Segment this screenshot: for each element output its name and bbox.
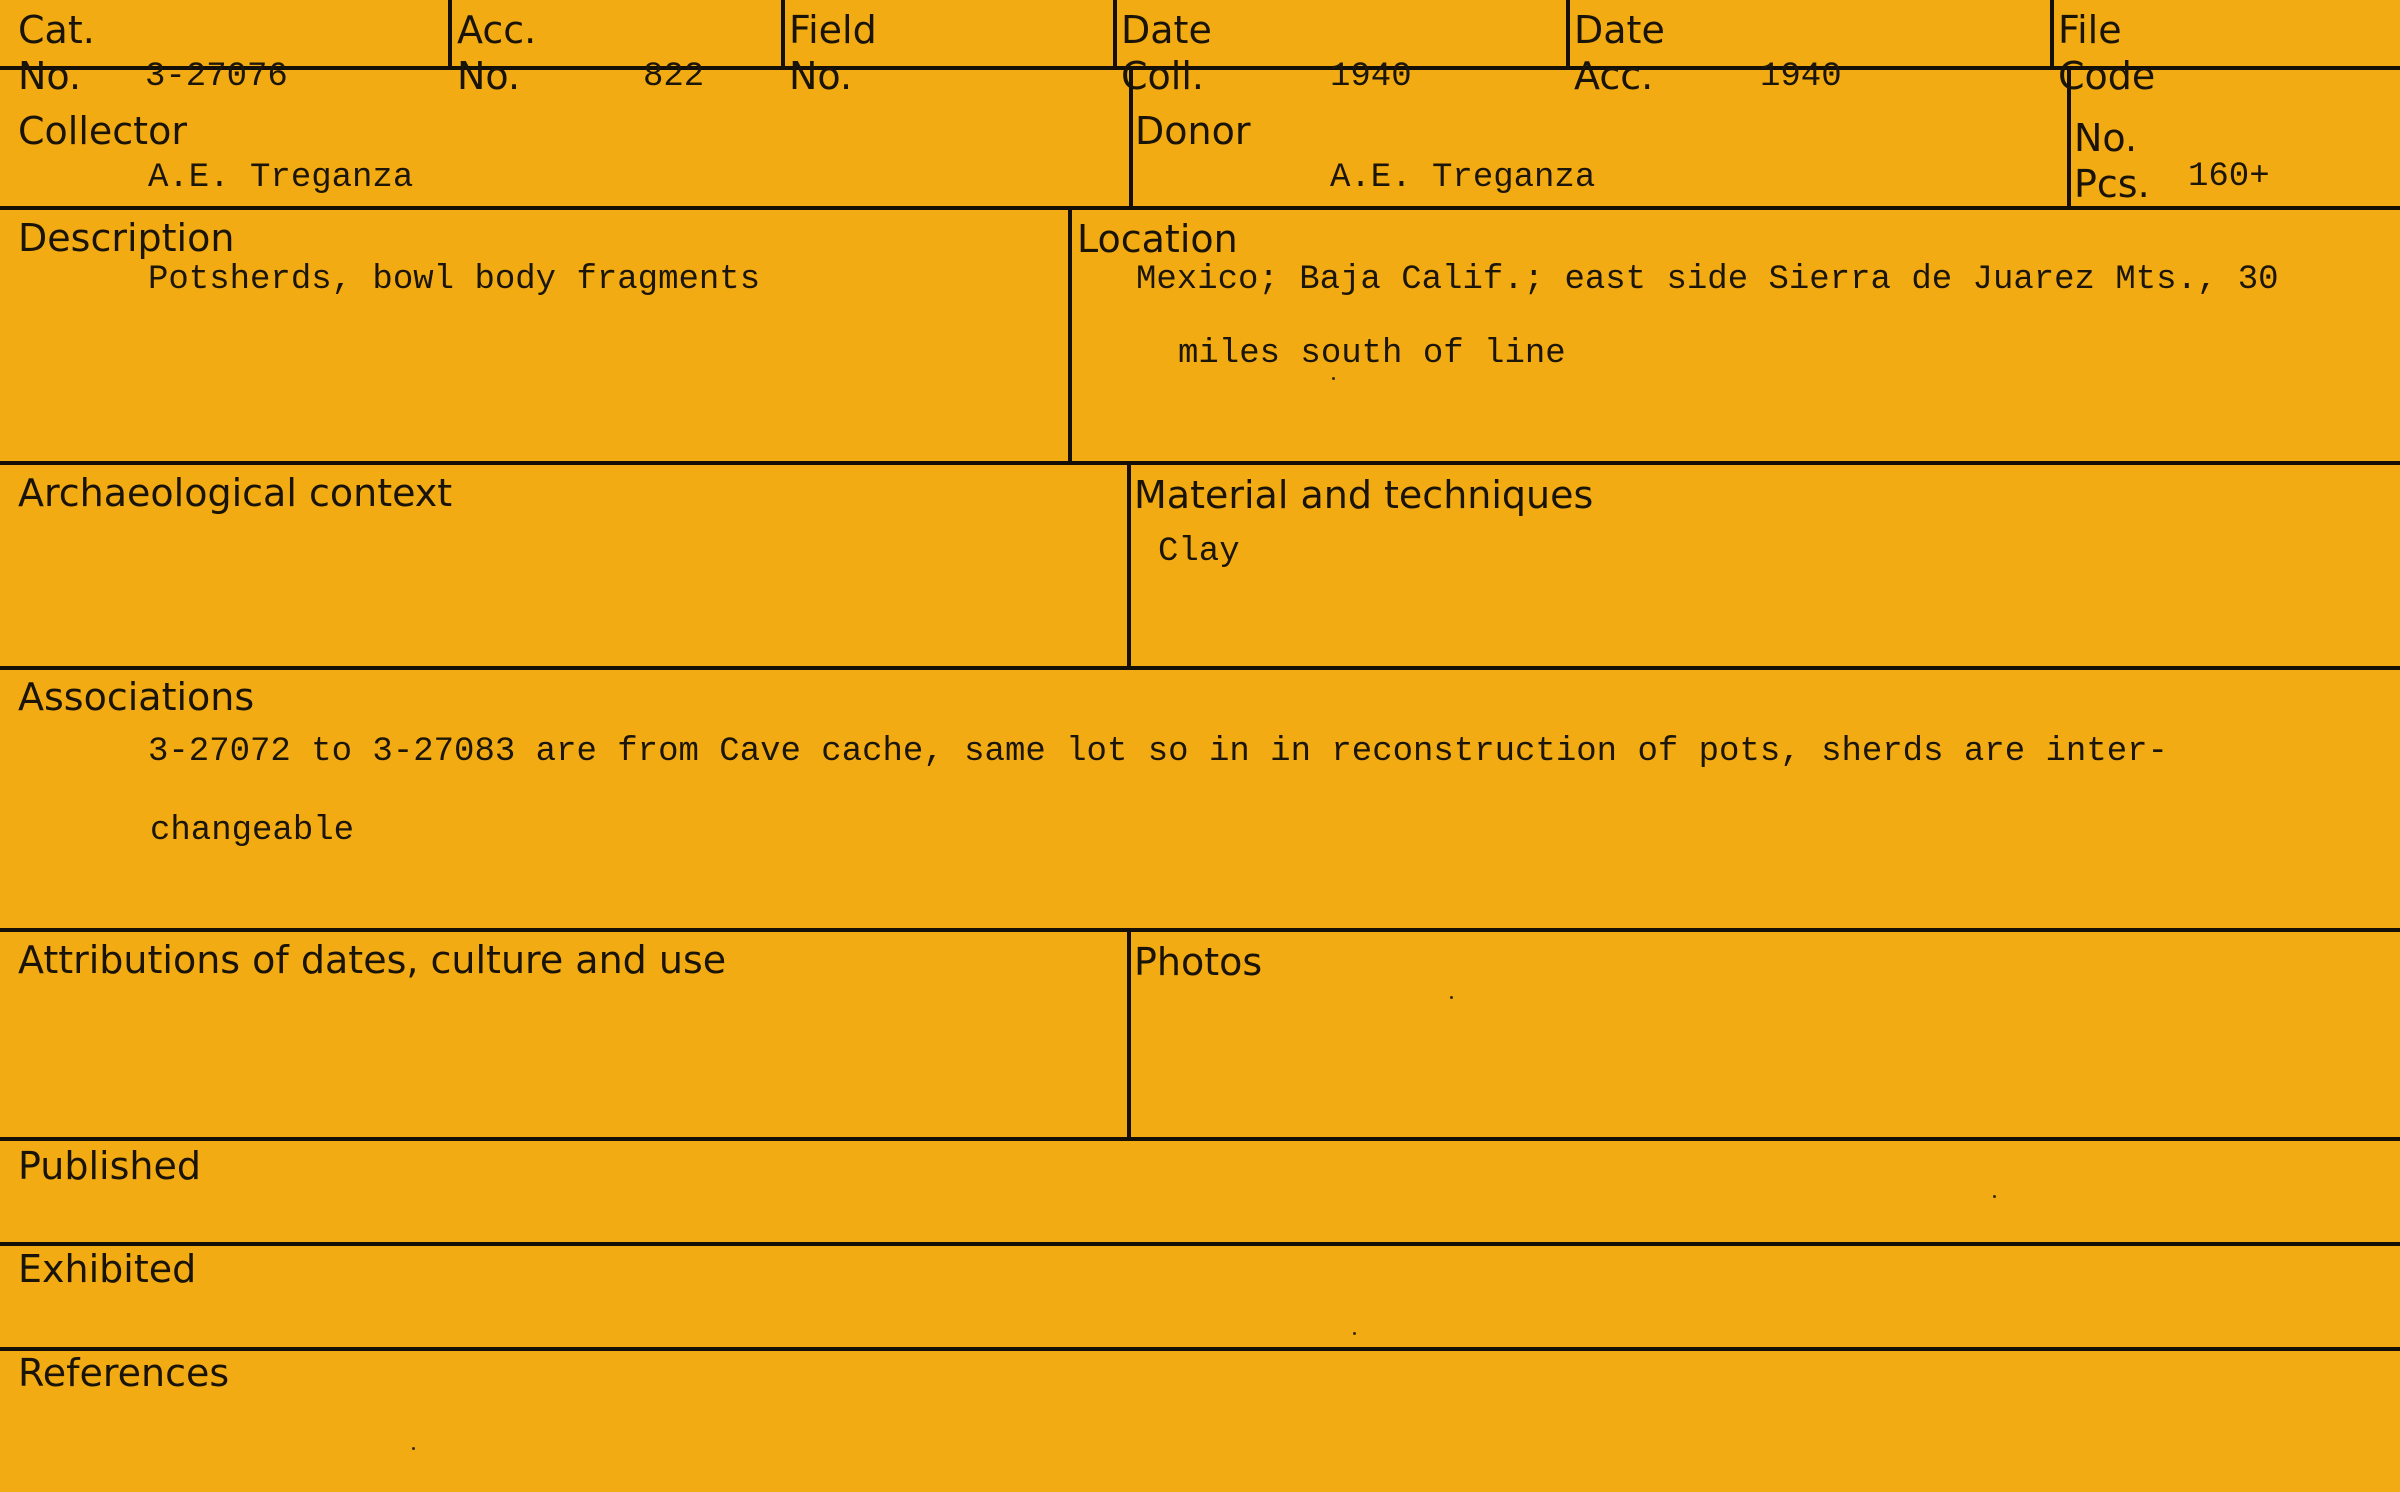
rule-attributions-bottom: [0, 1137, 2400, 1141]
description-label: Description: [18, 216, 235, 260]
date-coll-sub-label: Coll.: [1121, 54, 1204, 98]
cat-no-label: No.: [18, 54, 82, 98]
rule-associations-bottom: [0, 928, 2400, 932]
date-coll-label: Date: [1121, 8, 1212, 52]
references-label: References: [18, 1351, 230, 1395]
collector-label: Collector: [18, 109, 187, 153]
card-speck: [412, 1447, 415, 1450]
acc-label: Acc.: [457, 8, 537, 52]
photos-label: Photos: [1134, 940, 1263, 984]
rule-vertical-context: [1127, 461, 1131, 668]
card-speck: [1993, 1195, 1996, 1198]
acc-no-value: 822: [643, 58, 705, 96]
rule-vertical-date-acc: [2050, 0, 2054, 68]
donor-value: A.E. Treganza: [1330, 159, 1596, 197]
date-acc-value: 1940: [1760, 58, 1842, 96]
acc-no-label: No.: [457, 54, 521, 98]
donor-label: Donor: [1135, 109, 1251, 153]
cat-no-value: 3-27076: [145, 58, 288, 96]
card-speck: [1353, 1332, 1356, 1335]
rule-exhibited-bottom: [0, 1347, 2400, 1351]
location-value-line2: miles south of line: [1178, 335, 1566, 373]
field-no-label: No.: [789, 54, 853, 98]
rule-published-bottom: [0, 1242, 2400, 1246]
rule-context-bottom: [0, 666, 2400, 670]
pcs-label: Pcs.: [2074, 162, 2150, 206]
field-label: Field: [789, 8, 877, 52]
associations-label: Associations: [18, 675, 255, 719]
rule-vertical-date-coll: [1566, 0, 1570, 68]
published-label: Published: [18, 1144, 201, 1188]
date-coll-value: 1940: [1330, 58, 1412, 96]
rule-vertical-attributions: [1127, 928, 1131, 1139]
no-pcs-label: No.: [2074, 116, 2138, 160]
material-label: Material and techniques: [1134, 473, 1594, 517]
file-code-label: Code: [2058, 54, 2156, 98]
description-value: Potsherds, bowl body fragments: [148, 261, 761, 299]
collector-value: A.E. Treganza: [148, 159, 414, 197]
file-label: File: [2058, 8, 2122, 52]
no-pcs-value: 160+: [2188, 158, 2270, 196]
rule-collector-bottom: [0, 206, 2400, 210]
rule-vertical-cat: [448, 0, 452, 68]
rule-vertical-acc: [781, 0, 785, 68]
location-label: Location: [1077, 217, 1238, 261]
rule-description-bottom: [0, 461, 2400, 465]
rule-vertical-field: [1113, 0, 1117, 68]
rule-vertical-description: [1068, 206, 1072, 463]
date-acc-label: Date: [1574, 8, 1665, 52]
card-speck: [1332, 377, 1335, 380]
material-value: Clay: [1158, 533, 1240, 571]
associations-value-line2: changeable: [150, 812, 355, 850]
exhibited-label: Exhibited: [18, 1247, 197, 1291]
date-acc-sub-label: Acc.: [1574, 54, 1654, 98]
archaeological-context-label: Archaeological context: [18, 471, 453, 515]
cat-label: Cat.: [18, 8, 95, 52]
associations-value-line1: 3-27072 to 3-27083 are from Cave cache, same lot so in in reconstruction of pots, sherds are inter-: [148, 733, 2168, 771]
location-value-line1: Mexico; Baja Calif.; east side Sierra de Juarez Mts., 30: [1136, 261, 2279, 299]
attributions-label: Attributions of dates, culture and use: [18, 938, 727, 982]
card-speck: [1450, 996, 1453, 999]
